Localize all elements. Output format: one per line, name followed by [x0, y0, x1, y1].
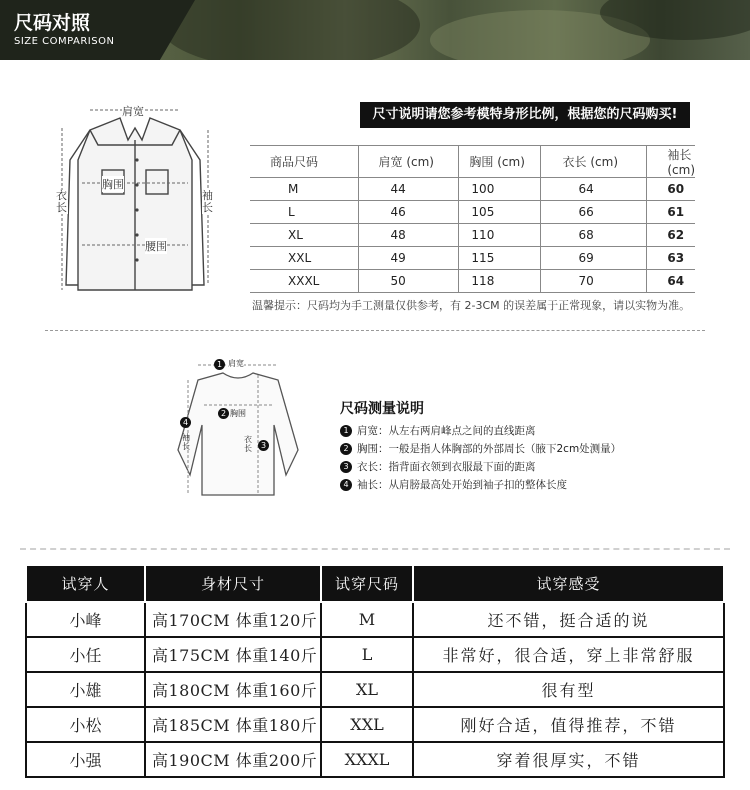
number-badge: 2 — [340, 443, 352, 455]
table-cell: XL — [250, 224, 358, 247]
table-cell: 高190CM 体重200斤 — [145, 742, 321, 777]
size-col-header: 衣长 (cm) — [540, 146, 647, 178]
sweater-sleeve-label: 袖长 — [182, 433, 190, 451]
table-row — [250, 201, 695, 224]
marker-3: 3 — [258, 440, 269, 451]
size-col-header: 袖长 (cm) — [647, 146, 695, 178]
table-row — [250, 178, 695, 201]
table-cell: 高170CM 体重120斤 — [145, 602, 321, 637]
table-cell: 115 — [459, 247, 540, 270]
number-badge: 1 — [340, 425, 352, 437]
table-cell: 小强 — [26, 742, 145, 777]
measure-guide — [340, 398, 621, 494]
table-row — [26, 707, 724, 742]
sweater-diagram — [168, 355, 308, 505]
table-row — [26, 637, 724, 672]
table-cell: 61 — [647, 201, 695, 224]
table-cell: 49 — [358, 247, 459, 270]
table-row — [250, 270, 695, 293]
measure-item — [340, 476, 621, 494]
table-row — [250, 247, 695, 270]
table-cell: 48 — [358, 224, 459, 247]
table-cell: 66 — [540, 201, 647, 224]
header-banner — [0, 0, 750, 60]
measure-text: 袖长：从肩膀最高处开始到袖子扣的整体长度 — [357, 479, 567, 491]
table-cell: 105 — [459, 201, 540, 224]
sweater-illustration — [168, 355, 308, 505]
table-cell: L — [250, 201, 358, 224]
size-col-header: 肩宽 (cm) — [358, 146, 459, 178]
header-subtitle: SIZE COMPARISON — [14, 36, 115, 47]
table-cell: 穿着很厚实，不错 — [413, 742, 724, 777]
table-cell: M — [250, 178, 358, 201]
number-badge: 4 — [340, 479, 352, 491]
marker-2: 2 — [218, 408, 229, 419]
measure-title: 尺码测量说明 — [340, 401, 424, 417]
measure-item — [340, 422, 621, 440]
table-cell: XXL — [250, 247, 358, 270]
table-cell: 高180CM 体重160斤 — [145, 672, 321, 707]
table-cell: 60 — [647, 178, 695, 201]
table-cell: XL — [321, 672, 413, 707]
table-cell: 小任 — [26, 637, 145, 672]
table-cell: 小峰 — [26, 602, 145, 637]
number-badge: 3 — [340, 461, 352, 473]
shirt-diagram — [40, 100, 230, 305]
table-cell: XXL — [321, 707, 413, 742]
fit-col-header: 试穿人 — [26, 565, 145, 602]
table-cell: 高185CM 体重180斤 — [145, 707, 321, 742]
table-cell: 110 — [459, 224, 540, 247]
shirt-sleeve-label: 袖长 — [202, 189, 213, 214]
fit-col-header: 身材尺寸 — [145, 565, 321, 602]
size-notice-bar: 尺寸说明请您参考模特身形比例，根据您的尺码购买! — [360, 102, 690, 128]
measure-text: 胸围：一般是指人体胸部的外部周长（腋下2cm处测量） — [357, 443, 622, 455]
table-row — [26, 672, 724, 707]
shirt-chest-label: 胸围 — [102, 178, 124, 191]
shirt-shoulder-label: 肩宽 — [122, 105, 144, 118]
table-cell: 63 — [647, 247, 695, 270]
table-cell: 刚好合适，值得推荐，不错 — [413, 707, 724, 742]
measurement-tip: 温馨提示：尺码均为手工测量仅供参考，有 2-3CM 的误差属于正常现象，请以实物为准。 — [252, 299, 691, 312]
table-cell: 小松 — [26, 707, 145, 742]
table-cell: L — [321, 637, 413, 672]
size-table-header-row — [250, 146, 695, 178]
size-col-header: 胸围 (cm) — [459, 146, 540, 178]
table-cell: 还不错，挺合适的说 — [413, 602, 724, 637]
table-cell: 68 — [540, 224, 647, 247]
table-cell: 118 — [459, 270, 540, 293]
fit-col-header: 试穿尺码 — [321, 565, 413, 602]
table-cell: 62 — [647, 224, 695, 247]
sweater-chest-label: 胸围 — [230, 409, 246, 418]
table-row — [250, 224, 695, 247]
measure-text: 衣长：指背面衣领到衣服最下面的距离 — [357, 461, 536, 473]
sweater-shoulder-label: 肩宽 — [228, 359, 244, 368]
divider — [20, 548, 730, 550]
shirt-hem-label: 腰围 — [145, 240, 167, 253]
table-cell: 64 — [647, 270, 695, 293]
divider — [45, 330, 705, 331]
table-row — [26, 602, 724, 637]
sweater-length-label: 衣长 — [244, 435, 252, 453]
table-cell: 100 — [459, 178, 540, 201]
table-cell: XXXL — [250, 270, 358, 293]
table-cell: 70 — [540, 270, 647, 293]
table-cell: 50 — [358, 270, 459, 293]
table-cell: 64 — [540, 178, 647, 201]
fit-table — [25, 564, 725, 778]
camo-patch — [160, 0, 420, 60]
table-cell: 小雄 — [26, 672, 145, 707]
table-cell: M — [321, 602, 413, 637]
fit-col-header: 试穿感受 — [413, 565, 724, 602]
header-title: 尺码对照 — [14, 12, 91, 34]
table-cell: 44 — [358, 178, 459, 201]
size-col-header: 商品尺码 — [250, 146, 358, 178]
table-cell: 69 — [540, 247, 647, 270]
measure-text: 肩宽：从左右两肩峰点之间的直线距离 — [357, 425, 536, 437]
measure-item — [340, 440, 621, 458]
measure-item — [340, 458, 621, 476]
marker-4: 4 — [180, 417, 191, 428]
table-cell: XXXL — [321, 742, 413, 777]
table-cell: 很有型 — [413, 672, 724, 707]
table-cell: 46 — [358, 201, 459, 224]
fit-table-header-row — [26, 565, 724, 602]
shirt-length-label: 衣长 — [56, 189, 67, 214]
marker-1: 1 — [214, 359, 225, 370]
table-row — [26, 742, 724, 777]
table-cell: 非常好，很合适，穿上非常舒服 — [413, 637, 724, 672]
table-cell: 高175CM 体重140斤 — [145, 637, 321, 672]
size-table — [250, 145, 695, 293]
